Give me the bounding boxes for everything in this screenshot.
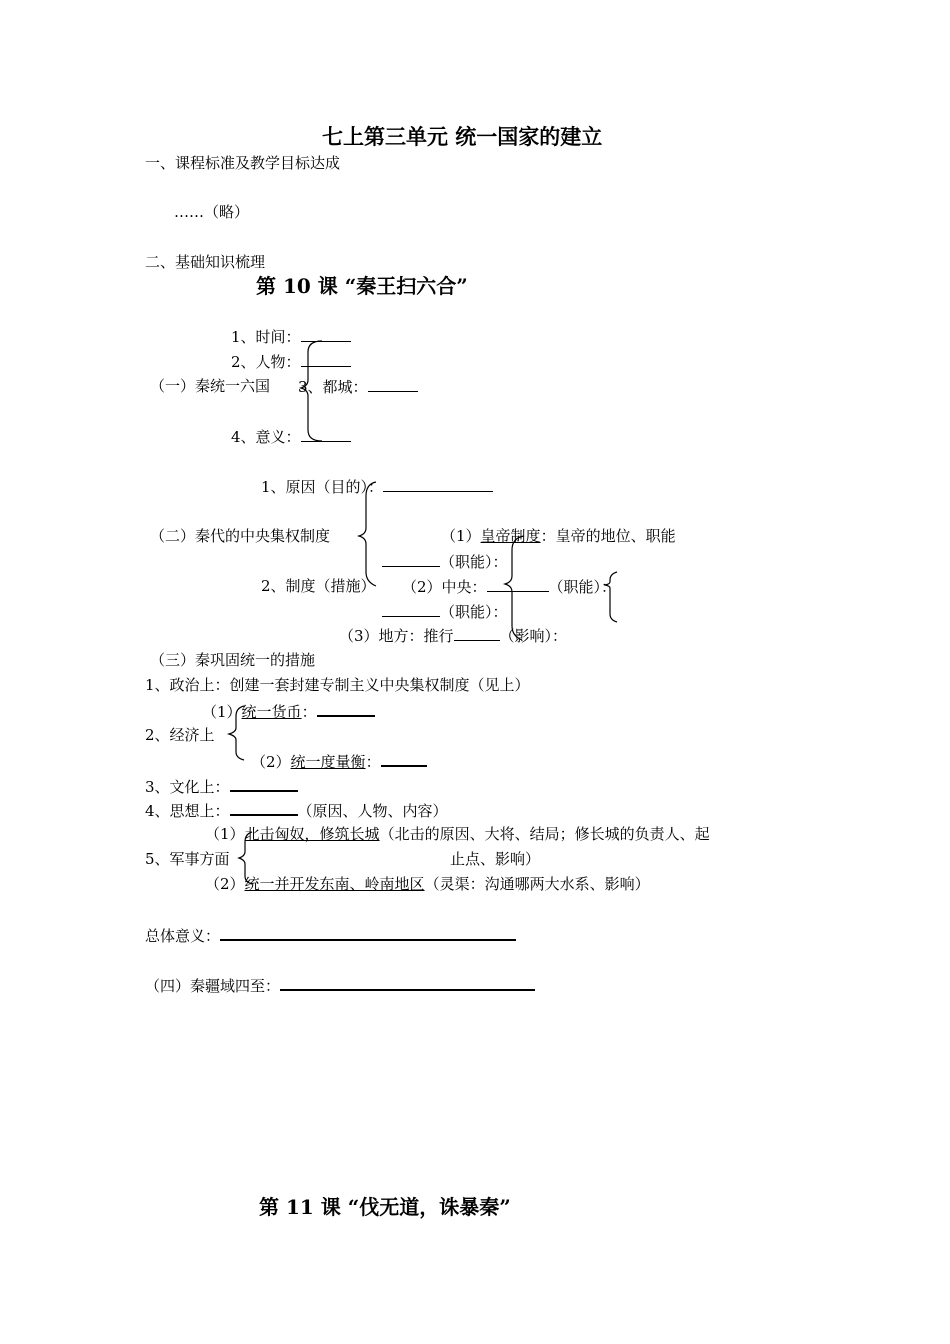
part3-military: 5、军事方面 — [145, 850, 230, 868]
part2-emperor-system: （1）皇帝制度：皇帝的地位、职能 — [441, 527, 676, 545]
part3-military-north-note-cont: 止点、影响） — [450, 850, 541, 868]
part1-item-time: 1、时间： — [231, 327, 351, 346]
section-heading-1: 一、课程标准及教学目标达成 — [145, 154, 341, 172]
part2-reason: 1、原因（目的）： — [261, 477, 493, 496]
part3-culture: 3、文化上： — [145, 776, 298, 796]
page-title: 七上第三单元 统一国家的建立 — [322, 124, 603, 149]
part3-political: 1、政治上：创建一套封建专制主义中央集权制度（见上） — [145, 676, 530, 694]
part2-emperor-function: （职能）： — [382, 552, 508, 571]
part2-system-label: 2、制度（措施） — [261, 577, 376, 595]
part1-item-capital: 3、都城： — [298, 377, 418, 396]
overall-meaning: 总体意义： — [145, 925, 516, 945]
part2-label: （二）秦代的中央集权制度 — [150, 527, 331, 545]
part3-military-south: （2）统一并开发东南、岭南地区（灵渠：沟通哪两大水系、影响） — [205, 875, 650, 893]
emperor-system-link: 皇帝制度 — [480, 527, 541, 545]
part2-central: （2）中央： （职能）： — [402, 578, 617, 596]
lesson-10-title: 第 10 课 “秦王扫六合” — [256, 274, 468, 298]
fill-blank[interactable] — [280, 975, 535, 991]
section-1-content: ……（略） — [174, 203, 250, 221]
part3-economic: 2、经济上 — [145, 726, 215, 744]
part1-label: （一）秦统一六国 — [150, 377, 271, 395]
part3-thought: 4、思想上： （原因、人物、内容） — [145, 802, 448, 820]
part3-econ-measures: （2）统一度量衡： — [251, 751, 427, 771]
part1-item-meaning: 4、意义： — [231, 427, 351, 446]
part2-central-function2: （职能）： — [382, 602, 508, 621]
part3-label: （三）秦巩固统一的措施 — [150, 651, 316, 669]
section-heading-2: 二、基础知识梳理 — [145, 253, 266, 271]
fill-blank[interactable] — [220, 925, 516, 941]
part4-territory: （四）秦疆域四至： — [145, 975, 535, 995]
part2-local: （3）地方：推行 （影响）： — [339, 627, 568, 645]
lesson-11-title: 第 11 课 “伐无道，诛暴秦” — [259, 1195, 511, 1219]
part1-item-person: 2、人物： — [231, 352, 351, 371]
part3-econ-currency: （1）统一货币： — [202, 701, 375, 721]
part3-military-north: （1）北击匈奴，修筑长城（北击的原因、大将、结局；修长城的负责人、起 — [205, 825, 710, 843]
